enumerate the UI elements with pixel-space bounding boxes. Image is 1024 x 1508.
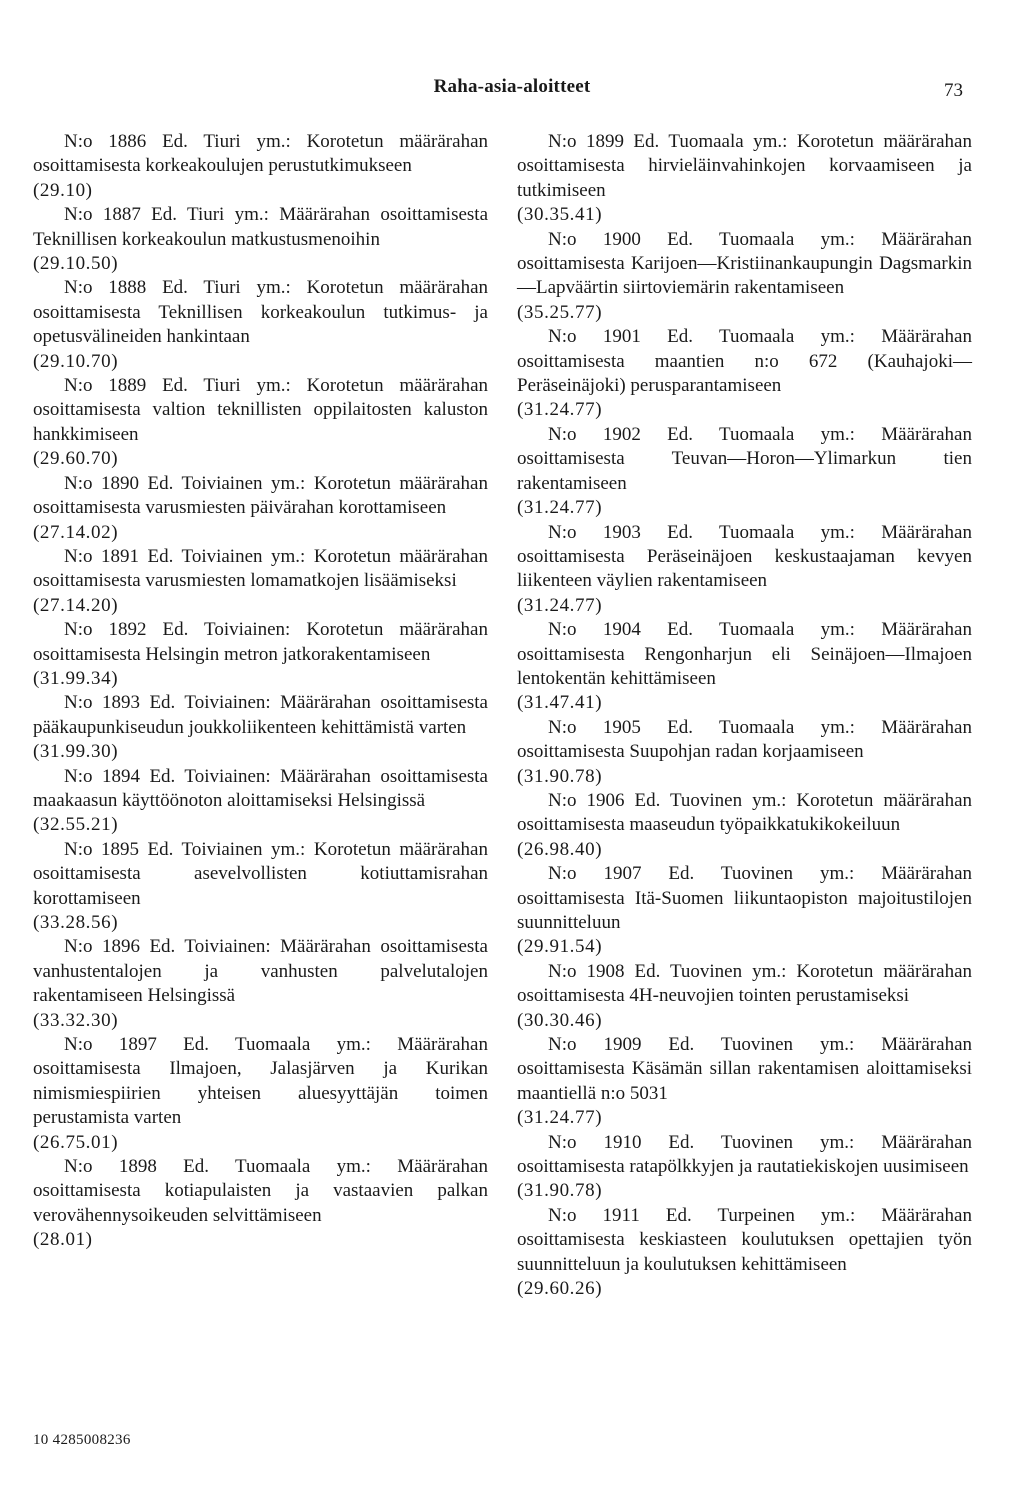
entry-text: N:o 1901 Ed. Tuomaala ym.: Määrärahan osoittamisesta maantien n:o 672 (Kauhajoki—Peräseinäjoki) perusparantamiseen: [517, 326, 972, 397]
entry-code: (27.14.02): [33, 521, 119, 543]
list-item: [517, 228, 972, 326]
list-item: [517, 960, 972, 1033]
list-item: [33, 618, 488, 691]
entry-text: N:o 1897 Ed. Tuomaala ym.: Määrärahan osoittamisesta Ilmajoen, Jalasjärven ja Kurikan nimismiespiirien yhteisen aluesyyttäjän toimen perustamista varten: [33, 1034, 488, 1129]
entry-text: N:o 1902 Ed. Tuomaala ym.: Määrärahan osoittamisesta Teuvan—Horon—Ylimarkun tien rakentamiseen: [517, 423, 972, 494]
list-item: [517, 618, 972, 716]
list-item: [517, 521, 972, 619]
entry-text: N:o 1896 Ed. Toiviainen: Määrärahan osoittamisesta vanhustentalojen ja vanhusten palvelutalojen rakentamiseen Helsingissä: [33, 936, 488, 1007]
list-item: [33, 1033, 488, 1155]
entry-text: N:o 1904 Ed. Tuomaala ym.: Määrärahan osoittamisesta Rengonharjun eli Seinäjoen—Ilmajoen lentokentän kehittämiseen: [517, 619, 972, 689]
entry-text: N:o 1899 Ed. Tuomaala ym.: Korotetun määrärahan osoittamisesta hirvieläinvahinkojen korvaamiseen ja tutkimiseen: [517, 131, 972, 201]
list-item: [517, 130, 972, 228]
entry-text: N:o 1892 Ed. Toiviainen: Korotetun määrärahan osoittamisesta Helsingin metron jatkorakentamiseen: [33, 619, 488, 665]
entry-text: N:o 1907 Ed. Tuovinen ym.: Määrärahan osoittamisesta Itä-Suomen liikuntaopiston majoitustilojen suunnitteluun: [517, 863, 972, 933]
entry-code: (32.55.21): [33, 814, 119, 836]
list-item: [517, 862, 972, 960]
list-item: [33, 935, 488, 1033]
list-item: [33, 276, 488, 374]
list-item: [517, 423, 972, 521]
entry-code: (30.35.41): [517, 204, 603, 226]
entry-code: (29.60.70): [33, 448, 119, 470]
entry-code: (26.98.40): [517, 838, 603, 860]
entry-code: (29.60.26): [517, 1278, 603, 1300]
entry-text: N:o 1905 Ed. Tuomaala ym.: Määrärahan osoittamisesta Suupohjan radan korjaamiseen: [517, 716, 972, 763]
entry-text: N:o 1903 Ed. Tuomaala ym.: Määrärahan osoittamisesta Peräseinäjoen keskustaajaman kevyen liikenteen väylien rakentamiseen: [517, 521, 972, 592]
entry-text: N:o 1898 Ed. Tuomaala ym.: Määrärahan osoittamisesta kotiapulaisten ja vastaavien palkan verovähennysoikeuden selvittämiseen: [33, 1156, 488, 1226]
entry-code: (30.30.46): [517, 1009, 603, 1031]
entry-text: N:o 1888 Ed. Tiuri ym.: Korotetun määrärahan osoittamisesta Teknillisen korkeakoulun tutkimus- ja opetusvälineiden hankintaan: [33, 277, 488, 348]
entry-code: (31.24.77): [517, 594, 603, 616]
page-number: 73: [944, 80, 963, 101]
entry-text: N:o 1890 Ed. Toiviainen ym.: Korotetun määrärahan osoittamisesta varusmiesten päivärahan korottamiseen: [33, 472, 488, 519]
entry-text: N:o 1893 Ed. Toiviainen: Määrärahan osoittamisesta pääkaupunkiseudun joukkoliikenteen kehittämistä varten: [33, 692, 488, 738]
entry-code: (28.01): [33, 1229, 93, 1251]
list-item: [33, 545, 488, 618]
entry-code: (33.32.30): [33, 1009, 119, 1031]
entry-code: (31.24.77): [517, 399, 603, 421]
list-item: [517, 789, 972, 862]
entry-code: (29.10.50): [33, 253, 119, 275]
list-item: [517, 325, 972, 423]
right-column: [517, 130, 972, 1302]
list-item: [517, 1204, 972, 1302]
entry-code: (29.10.70): [33, 350, 119, 372]
entry-code: (31.99.34): [33, 667, 119, 689]
printer-code: 10 4285008236: [33, 1432, 131, 1448]
entry-text: N:o 1909 Ed. Tuovinen ym.: Määrärahan osoittamisesta Käsämän sillan rakentamisen aloittamiseksi maantiellä n:o 5031: [517, 1034, 972, 1104]
entry-code: (27.14.20): [33, 594, 119, 616]
entry-code: (33.28.56): [33, 912, 119, 933]
entry-text: N:o 1894 Ed. Toiviainen: Määrärahan osoittamisesta maakaasun käyttöönoton aloittamiseksi Helsingissä: [33, 765, 488, 811]
list-item: [517, 1033, 972, 1131]
entry-text: N:o 1886 Ed. Tiuri ym.: Korotetun määrärahan osoittamisesta korkeakoulujen perustutkimukseen: [33, 131, 488, 177]
list-item: [33, 374, 488, 472]
list-item: [33, 765, 488, 838]
entry-code: (31.24.77): [517, 497, 603, 519]
entry-text: N:o 1911 Ed. Turpeinen ym.: Määrärahan osoittamisesta keskiasteen koulutuksen opettajien työn suunnitteluun ja koulutuksen kehittämiseen: [517, 1204, 972, 1275]
entry-text: N:o 1910 Ed. Tuovinen ym.: Määrärahan osoittamisesta ratapölkkyjen ja rautatiekiskojen uusimiseen: [517, 1131, 972, 1178]
entry-text: N:o 1906 Ed. Tuovinen ym.: Korotetun määrärahan osoittamisesta maaseudun työpaikkatukikokeiluun: [517, 789, 972, 836]
entry-text: N:o 1889 Ed. Tiuri ym.: Korotetun määrärahan osoittamisesta valtion teknillisten oppilaitosten kaluston hankkimiseen: [33, 375, 488, 445]
list-item: [33, 130, 488, 203]
list-item: [517, 716, 972, 789]
entry-code: (31.24.77): [517, 1107, 603, 1129]
list-item: [33, 1155, 488, 1253]
entry-text: N:o 1887 Ed. Tiuri ym.: Määrärahan osoittamisesta Teknillisen korkeakoulun matkustusmenoihin: [33, 204, 488, 250]
entry-code: (31.90.78): [517, 765, 603, 787]
entry-code: (31.99.30): [33, 741, 119, 763]
list-item: [33, 691, 488, 764]
list-item: [33, 838, 488, 936]
entry-code: (29.10): [33, 179, 93, 201]
entry-text: N:o 1891 Ed. Toiviainen ym.: Korotetun määrärahan osoittamisesta varusmiesten lomamatkojen lisäämiseksi: [33, 545, 488, 592]
entry-code: (31.47.41): [517, 692, 603, 714]
entry-text: N:o 1908 Ed. Tuovinen ym.: Korotetun määrärahan osoittamisesta 4H-neuvojien tointen perustamiseksi: [517, 960, 972, 1007]
entry-text: N:o 1900 Ed. Tuomaala ym.: Määrärahan osoittamisesta Karijoen—Kristiinankaupungin Dagsmarkin—Lapväärtin siirtoviemärin rakentamiseen: [517, 228, 972, 299]
left-column: [33, 130, 488, 1253]
entry-text: N:o 1895 Ed. Toiviainen ym.: Korotetun määrärahan osoittamisesta asevelvollisten kotiuttamisrahan korottamiseen: [33, 838, 488, 909]
entry-code: (26.75.01): [33, 1131, 119, 1153]
entry-code: (35.25.77): [517, 301, 603, 323]
list-item: [33, 472, 488, 545]
running-head: Raha-asia-aloitteet: [433, 76, 591, 97]
list-item: [33, 203, 488, 276]
list-item: [517, 1131, 972, 1204]
entry-code: (29.91.54): [517, 936, 603, 958]
entry-code: (31.90.78): [517, 1180, 603, 1202]
